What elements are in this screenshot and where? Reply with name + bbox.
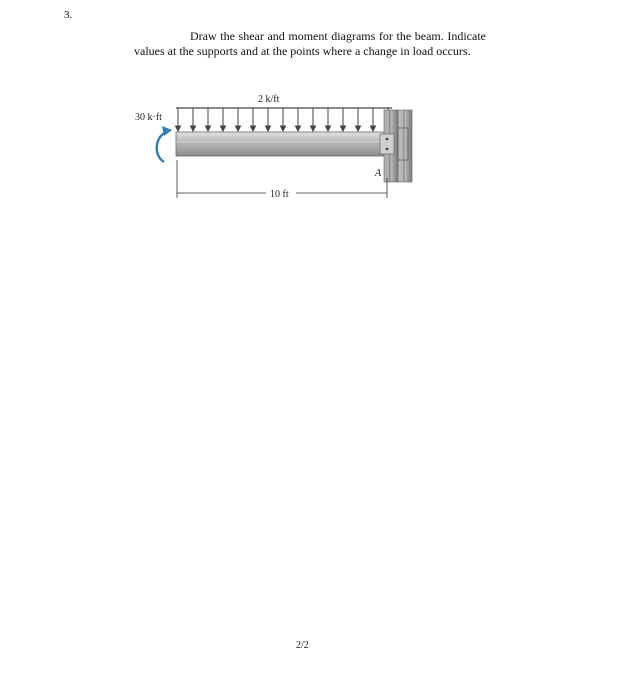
page-number: 2/2 [296,640,309,651]
support-label: A [375,168,382,179]
fixed-support [380,110,412,182]
problem-statement: Draw the shear and moment diagrams for the beam. Indicate values at the supports and at the points where a change in load occurs. [134,29,486,58]
beam [176,132,384,156]
moment-arrow [157,132,166,162]
load-label: 2 k/ft [258,94,280,105]
length-label: 10 ft [270,189,289,200]
problem-number: 3. [64,9,73,21]
moment-label: 30 k·ft [135,112,162,123]
distributed-load-arrows [176,108,391,131]
